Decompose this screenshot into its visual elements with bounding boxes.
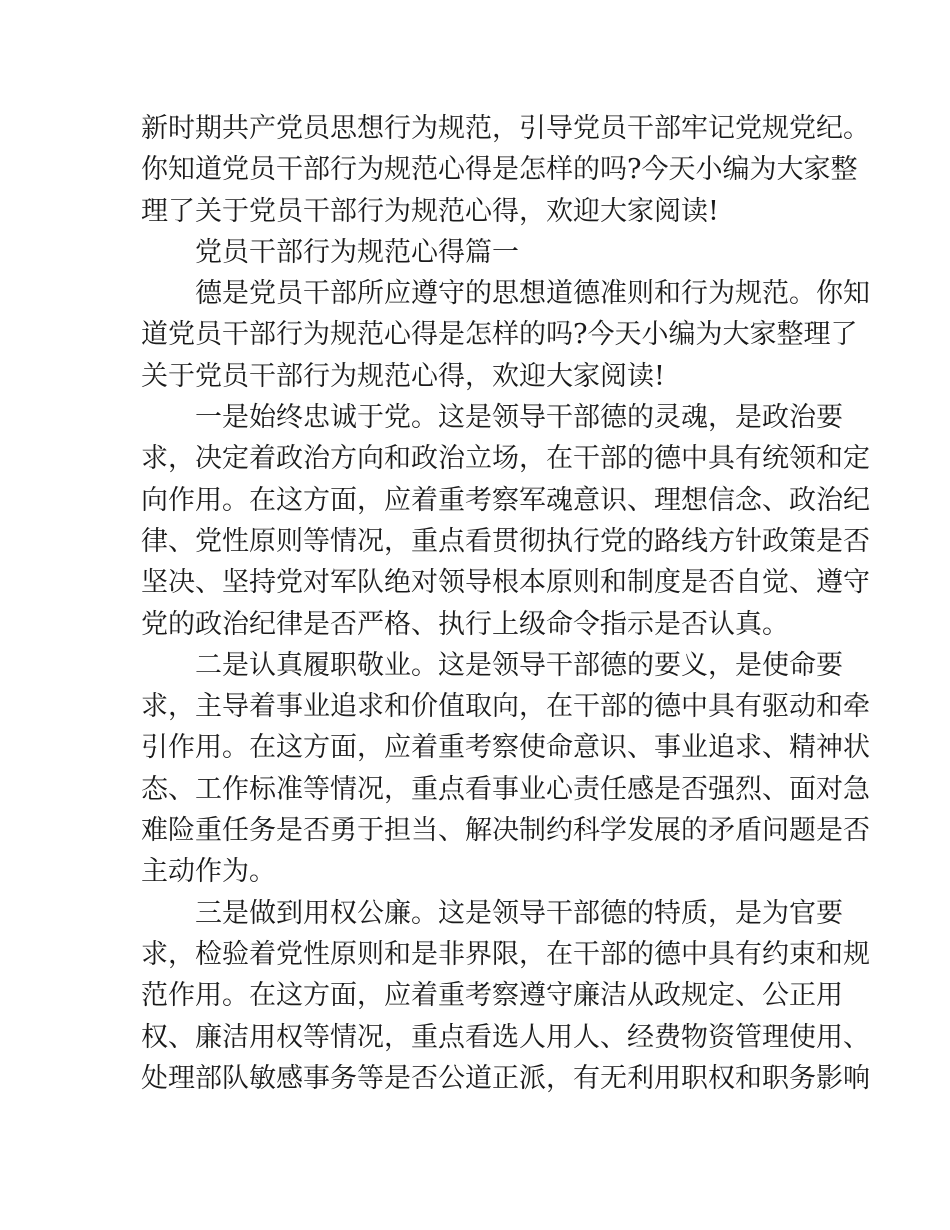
text-line: 党的政治纪律是否严格、执行上级命令指示是否认真。 — [141, 608, 789, 640]
text-line: 处理部队敏感事务等是否公道正派，有无利用职权和职务影响 — [141, 1062, 870, 1094]
text-line: 态、工作标准等情况，重点看事业心责任感是否强烈、面对急 — [141, 773, 870, 805]
text-line: 律、党性原则等情况，重点看贯彻执行党的路线方针政策是否 — [141, 525, 870, 557]
text-line: 新时期共产党员思想行为规范，引导党员干部牢记党规党纪。 — [141, 113, 870, 144]
text-line: 求，检验着党性原则和是非界限，在干部的德中具有约束和规 — [141, 938, 870, 970]
text-line: 难险重任务是否勇于担当、解决制约科学发展的矛盾问题是否 — [141, 815, 870, 847]
paragraph-first-line: 党员干部行为规范心得篇一 — [195, 236, 519, 268]
text-line: 道党员干部行为规范心得是怎样的吗?今天小编为大家整理了 — [141, 319, 858, 351]
document-body — [141, 108, 870, 1099]
paragraph-first-line: 二是认真履职敬业。这是领导干部德的要义，是使命要 — [195, 649, 843, 681]
paragraph-first-line: 三是做到用权公廉。这是领导干部德的特质，是为官要 — [195, 897, 843, 929]
text-line: 向作用。在这方面，应着重考察军魂意识、理想信念、政治纪 — [141, 484, 870, 516]
paragraph-first-line: 一是始终忠诚于党。这是领导干部德的灵魂，是政治要 — [195, 402, 843, 434]
text-line: 理了关于党员干部行为规范心得，欢迎大家阅读! — [141, 195, 719, 227]
text-line: 坚决、坚持党对军队绝对领导根本原则和制度是否自觉、遵守 — [141, 567, 870, 599]
text-line: 关于党员干部行为规范心得，欢迎大家阅读! — [141, 360, 665, 392]
text-line: 范作用。在这方面，应着重考察遵守廉洁从政规定、公正用 — [141, 980, 843, 1012]
text-line: 权、廉洁用权等情况，重点看选人用人、经费物资管理使用、 — [141, 1021, 870, 1053]
text-line: 求，主导着事业追求和价值取向，在干部的德中具有驱动和牵 — [141, 691, 870, 723]
text-line: 你知道党员干部行为规范心得是怎样的吗?今天小编为大家整 — [141, 154, 858, 186]
text-line: 主动作为。 — [141, 856, 276, 888]
text-line: 求，决定着政治方向和政治立场，在干部的德中具有统领和定 — [141, 443, 870, 475]
text-line: 引作用。在这方面，应着重考察使命意识、事业追求、精神状 — [141, 732, 870, 764]
paragraph-first-line: 德是党员干部所应遵守的思想道德准则和行为规范。你知 — [195, 278, 870, 310]
